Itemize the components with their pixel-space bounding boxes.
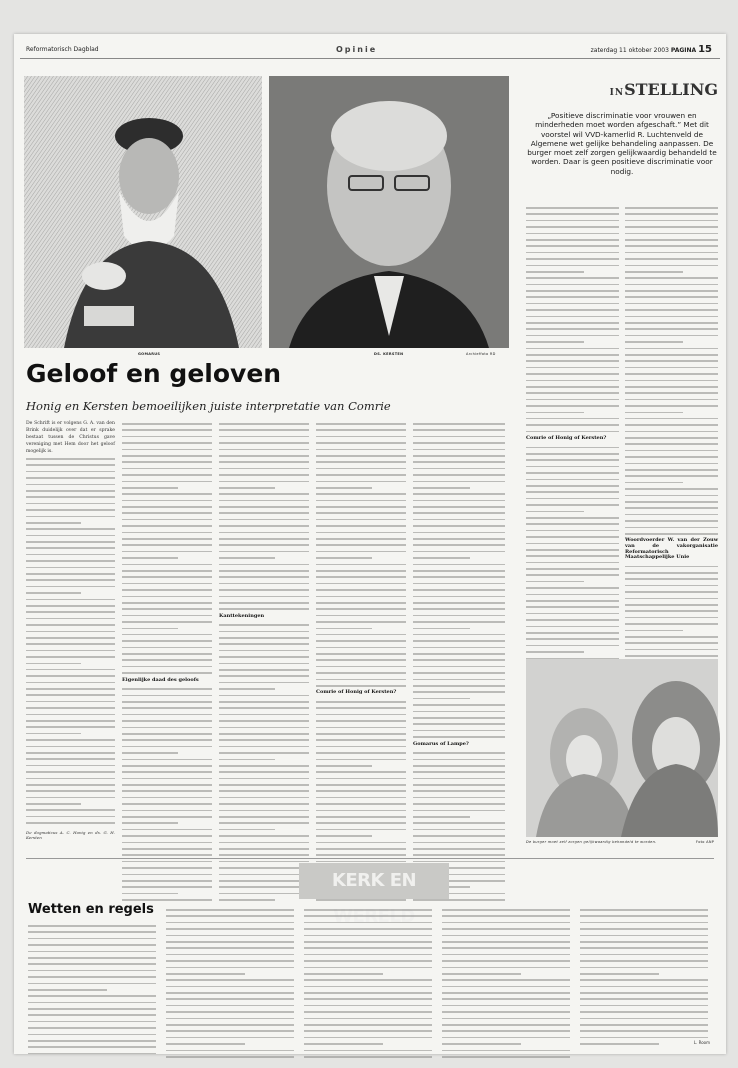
section-divider [26,858,714,859]
portrait-kersten [269,76,509,348]
wetten-title: Wetten en regels [28,902,154,917]
column-text-lines [219,420,309,612]
page-label: PAGINA [670,47,697,54]
kerk-signature: L. Room [693,1040,710,1045]
text-line [28,1050,156,1056]
text-line [625,530,718,536]
heading-opinion-2: Woordvoerder W. van der Zouw van de vakorganisatie Reformatorisch Maatschappelijke Unie [625,537,718,561]
kerk-en-wereld-banner: KERK EN WERELD [299,863,449,899]
text-line [122,669,212,675]
article-column-1 [26,420,115,850]
column-text-lines [625,204,718,536]
heading-kanttekeningen: Kanttekeningen [219,612,265,619]
text-line [219,896,275,902]
portrait-gomarus [24,76,262,348]
text-line [219,605,309,611]
column-text-lines [316,420,406,688]
text-line [580,1040,659,1046]
in-stelling-logo [526,80,718,99]
header-rule [20,58,720,59]
author-note: De dogmaticus A. C. Honig en ds. G. H. Kersten [26,829,115,841]
kerk-column-5 [580,906,708,1032]
column-text-lines [28,922,156,1056]
article-column-5 [413,420,505,850]
opinion-column-1 [526,204,619,654]
credit-kersten: Archieffoto RD [466,352,496,356]
logo-in: IN [609,88,625,98]
paper-name: Reformatorisch Dagblad [26,46,99,53]
article-column-4 [316,420,406,850]
column-text-lines [526,204,619,434]
article-subtitle: Honig en Kersten bemoeilijken juiste interpretatie van Comrie [26,399,391,413]
heading-comrie-honig-kersten: Comrie of Honig of Kersten? [316,689,397,696]
article-title: Geloof en geloven [26,359,282,388]
heading-gomarus-lampe: Gomarus of Lampe? [413,740,469,747]
newspaper-page [14,34,726,1054]
section-name: Opinie [336,45,378,54]
text-line [316,682,406,688]
column-text-lines [26,455,115,826]
text-line [413,733,505,739]
page-header [14,34,726,60]
opinion-column-2 [625,204,718,654]
text-line [304,1053,432,1059]
credit-headscarf: Foto ANP [696,840,715,844]
engraving-illustration [24,76,262,348]
column-text-lines [122,685,212,902]
text-line [166,1053,294,1059]
column-text-lines [166,906,294,1059]
caption-kersten: DS. KERSTEN [374,352,404,356]
article-column-3 [219,420,309,850]
column-text-lines [442,906,570,1059]
column-text-lines [413,420,505,740]
text-line [442,1053,570,1059]
photo-illustration [526,659,718,837]
column-text-lines [219,621,309,902]
kerk-column-4 [442,906,570,1040]
heading-eigenlijke-daad: Eigenlijke daad des geloofs [122,676,199,683]
column-text-lines [304,906,432,1059]
kerk-column-1 [28,922,156,1040]
logo-stelling: STELLING [624,80,718,99]
caption-gomarus: GOMARUS [138,352,161,356]
in-stelling-box [526,80,718,198]
text-line [26,819,115,825]
column-text-lines [580,906,708,1047]
page-number: 15 [698,44,712,55]
date: zaterdag 11 oktober 2003 [590,47,669,54]
caption-headscarf: De burger moet zelf zorgen gelijkwaardig behandeld te worden. [526,840,657,844]
photo-illustration [269,76,509,348]
kerk-column-2 [166,906,294,1040]
text-line [526,428,619,434]
article-column-2 [122,420,212,850]
in-stelling-quote: „Positieve discriminatie voor vrouwen en minderheden moet worden afgeschaft.” Met dit voorstel wil VVD-kamerlid R. Luchtenveld de Algemene wet gelijke behandeling aanpassen. De burger moet zelf zorgen gelijkwaardig behandeld te worden. Daar is geen positieve discriminatie voor nodig. [527,111,717,176]
kerk-column-3 [304,906,432,1040]
date-and-page [591,44,712,55]
heading-opinion-1: Comrie of Honig of Kersten? [526,435,607,442]
photo-headscarf [526,659,718,837]
article-lead: De Schrift is er volgens G. A. van den Brink duidelijk over dat er sprake bestaat tussen de Christus gave vereniging met Hem door het geloof mogelijk is. [26,421,115,454]
column-text-lines [122,420,212,676]
